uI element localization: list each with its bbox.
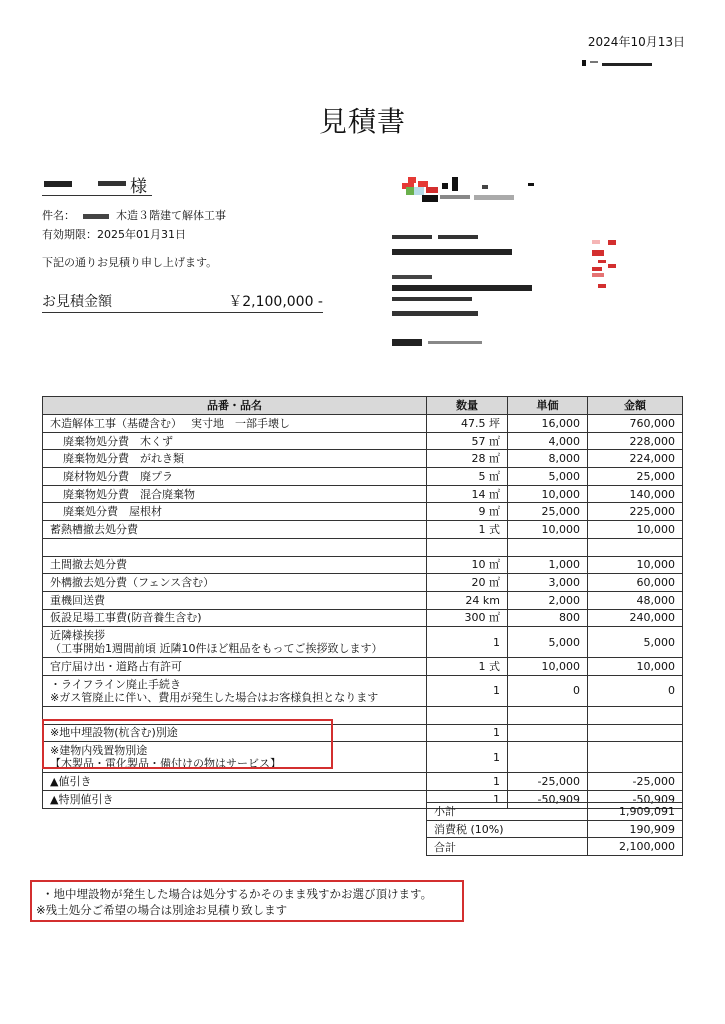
table-row [43, 538, 683, 556]
item-amount: 10,000 [588, 556, 683, 574]
item-amount: 48,000 [588, 591, 683, 609]
company-logo [400, 175, 550, 210]
item-name [43, 521, 427, 539]
table-row [43, 556, 683, 574]
item-unit-price: -50,909 [508, 791, 588, 809]
page-title: 見積書 [318, 105, 406, 138]
table-row [43, 773, 683, 791]
redacted-subject-prefix [83, 214, 109, 219]
item-amount: 10,000 [588, 658, 683, 676]
item-name [43, 538, 427, 556]
item-quantity: 28 ㎡ [427, 450, 508, 468]
item-name [43, 773, 427, 791]
item-quantity: 14 ㎡ [427, 485, 508, 503]
item-quantity: 300 ㎡ [427, 609, 508, 627]
summary-row-total [427, 838, 683, 856]
item-unit-price [508, 538, 588, 556]
table-row [43, 485, 683, 503]
item-name-text: ※地中埋設物(杭含む)別途 [50, 726, 178, 740]
item-name-text: ▲特別値引き [50, 792, 114, 806]
item-name [43, 415, 427, 433]
item-quantity: 9 ㎡ [427, 503, 508, 521]
header-unit-price: 単価 [508, 397, 588, 415]
item-amount: -50,909 [588, 791, 683, 809]
item-amount: 228,000 [588, 432, 683, 450]
item-name [43, 791, 427, 809]
item-name-text: 廃棄処分費 屋根材 [63, 505, 162, 519]
item-quantity: 1 式 [427, 658, 508, 676]
total-value: 2,100,000 [588, 838, 683, 856]
item-unit-price: 8,000 [508, 450, 588, 468]
company-contact-redacted [392, 235, 552, 355]
item-amount [588, 538, 683, 556]
item-quantity: 5 ㎡ [427, 468, 508, 486]
item-name-text: 廃棄物処分費 混合廃棄物 [63, 487, 195, 501]
item-name [43, 609, 427, 627]
client-name [42, 172, 152, 196]
table-row [43, 574, 683, 592]
item-unit-price: 4,000 [508, 432, 588, 450]
item-unit-price: 800 [508, 609, 588, 627]
table-row [43, 432, 683, 450]
highlight-excluded-items [42, 719, 333, 769]
header-amount: 金額 [588, 397, 683, 415]
item-name-text: 廃棄物処分費 木くず [63, 434, 173, 448]
item-amount: 224,000 [588, 450, 683, 468]
table-row [43, 609, 683, 627]
item-name-text: 官庁届け出・道路占有許可 [50, 660, 182, 674]
total-label: 合計 [427, 838, 588, 856]
header-quantity: 数量 [427, 397, 508, 415]
issue-date: 2024年10月13日 [587, 35, 685, 49]
redacted-document-number [582, 60, 656, 67]
subject-label: 件名： [42, 209, 75, 222]
item-name-subtext: 【木製品・電化製品・備付けの物はサービス】 [50, 757, 281, 771]
item-unit-price: 2,000 [508, 591, 588, 609]
item-quantity [427, 706, 508, 724]
item-unit-price: 0 [508, 675, 588, 706]
table-row [43, 627, 683, 658]
item-name [43, 658, 427, 676]
item-amount: 760,000 [588, 415, 683, 433]
item-name-text: 廃棄物処分費 がれき類 [63, 452, 184, 466]
item-quantity: 24 km [427, 591, 508, 609]
item-quantity: 47.5 坪 [427, 415, 508, 433]
item-unit-price: 3,000 [508, 574, 588, 592]
item-name-text: ・ライフライン廃止手続き [50, 677, 182, 691]
item-unit-price: 25,000 [508, 503, 588, 521]
item-name-text: 外構撤去処分費（フェンス含む） [50, 576, 215, 590]
item-name [43, 556, 427, 574]
item-unit-price: 5,000 [508, 627, 588, 658]
item-name-subtext: （工事開始1週間前頃 近隣10件ほど粗品をもってご挨拶致します） [50, 642, 383, 656]
item-name [43, 432, 427, 450]
summary-row-tax [427, 820, 683, 838]
table-row [43, 468, 683, 486]
greeting-text: 下記の通りお見積り申し上げます。 [42, 256, 218, 269]
item-name [43, 468, 427, 486]
item-name-text: 土間撤去処分費 [50, 558, 127, 572]
item-name-text: 木造解体工事（基礎含む） 実寸地 一部手壊し [50, 416, 290, 430]
item-name-text: 仮設足場工事費(防音養生含む) [50, 611, 202, 625]
subtotal-value: 1,909,091 [588, 803, 683, 821]
item-amount [588, 706, 683, 724]
notes-box [30, 880, 464, 922]
note-line-1: ・地中埋設物が発生した場合は処分するかそのまま残すかお選び頂けます。 [42, 887, 433, 901]
validity-date: 有効期限：2025年01月31日 [42, 228, 186, 241]
item-unit-price: -25,000 [508, 773, 588, 791]
item-amount: 5,000 [588, 627, 683, 658]
item-amount: 225,000 [588, 503, 683, 521]
item-quantity: 1 [427, 742, 508, 773]
item-name-subtext: ※ガス管廃止に伴い、費用が発生した場合はお客様負担となります [50, 690, 379, 704]
item-amount [588, 724, 683, 742]
item-amount: 25,000 [588, 468, 683, 486]
table-row [43, 658, 683, 676]
item-amount [588, 742, 683, 773]
item-name-text: ▲値引き [50, 775, 92, 789]
table-row [43, 591, 683, 609]
item-unit-price: 5,000 [508, 468, 588, 486]
item-quantity: 1 [427, 791, 508, 809]
item-unit-price: 10,000 [508, 521, 588, 539]
item-quantity: 20 ㎡ [427, 574, 508, 592]
item-unit-price: 10,000 [508, 658, 588, 676]
item-quantity: 1 [427, 724, 508, 742]
subject-value: 木造３階建て解体工事 [116, 209, 226, 222]
summary-table [426, 802, 683, 856]
table-row [43, 503, 683, 521]
item-unit-price: 16,000 [508, 415, 588, 433]
subject [42, 207, 226, 223]
item-quantity [427, 538, 508, 556]
tax-label: 消費税 (10%) [427, 820, 588, 838]
item-quantity: 57 ㎡ [427, 432, 508, 450]
item-amount: -25,000 [588, 773, 683, 791]
item-quantity: 1 式 [427, 521, 508, 539]
item-amount: 10,000 [588, 521, 683, 539]
item-name [43, 627, 427, 658]
item-quantity: 1 [427, 627, 508, 658]
table-row [43, 521, 683, 539]
client-honorific: 様 [130, 177, 147, 197]
item-unit-price [508, 742, 588, 773]
tax-value: 190,909 [588, 820, 683, 838]
item-name [43, 450, 427, 468]
item-quantity: 1 [427, 773, 508, 791]
item-quantity: 10 ㎡ [427, 556, 508, 574]
item-name [43, 574, 427, 592]
item-amount: 240,000 [588, 609, 683, 627]
item-amount: 0 [588, 675, 683, 706]
estimate-amount [42, 289, 323, 313]
item-unit-price [508, 706, 588, 724]
subtotal-label: 小計 [427, 803, 588, 821]
note-line-2: ※残土処分ご希望の場合は別途お見積り致します [36, 903, 288, 917]
table-row [43, 415, 683, 433]
item-name-text: 重機回送費 [50, 593, 105, 607]
item-name [43, 591, 427, 609]
summary-row-subtotal [427, 803, 683, 821]
table-row [43, 675, 683, 706]
item-amount: 140,000 [588, 485, 683, 503]
estimate-amount-label: お見積金額 [42, 294, 112, 310]
estimate-amount-value: ￥2,100,000 - [228, 294, 323, 310]
company-seal-stamp [592, 240, 628, 290]
header-item-name: 品番・品名 [43, 397, 427, 415]
item-name [43, 503, 427, 521]
item-name-text: 廃材物処分費 廃プラ [63, 469, 173, 483]
table-header-row [43, 397, 683, 415]
item-unit-price [508, 724, 588, 742]
item-name-text: ※建物内残置物別途 [50, 744, 148, 758]
item-name-text: 近隣様挨拶 [50, 629, 105, 643]
item-unit-price: 1,000 [508, 556, 588, 574]
table-row [43, 450, 683, 468]
item-name [43, 485, 427, 503]
item-unit-price: 10,000 [508, 485, 588, 503]
item-name-text: 蓄熱槽撤去処分費 [50, 522, 138, 536]
item-quantity: 1 [427, 675, 508, 706]
item-name [43, 675, 427, 706]
item-amount: 60,000 [588, 574, 683, 592]
